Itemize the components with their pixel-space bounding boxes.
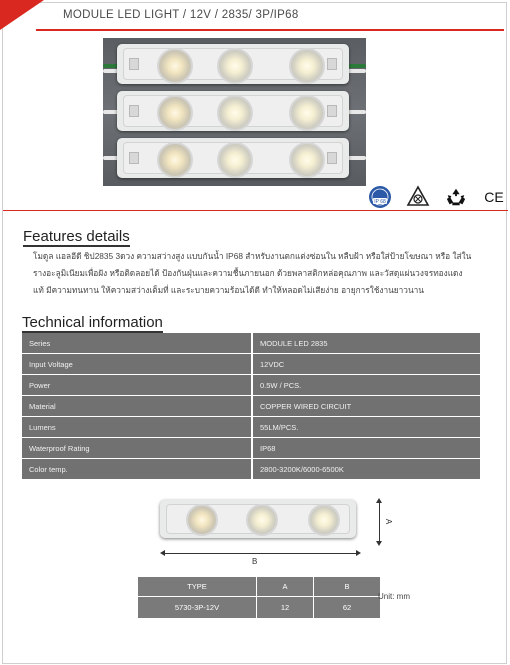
unit-note: Unit: mm <box>378 592 410 601</box>
dimension-header-b: B <box>314 577 381 597</box>
certification-icons <box>368 184 506 210</box>
ce-mark-label: CE <box>484 189 504 205</box>
dimension-b-value: 62 <box>314 597 381 619</box>
technical-heading: Technical information <box>22 314 163 331</box>
dimension-header-a: A <box>257 577 314 597</box>
spec-label: Material <box>22 396 252 417</box>
product-photo <box>103 38 366 186</box>
dimension-table <box>137 576 381 619</box>
led-chip <box>217 142 253 178</box>
ip68-badge-icon <box>368 185 392 209</box>
led-module <box>117 91 349 131</box>
spec-row <box>22 375 480 396</box>
ip68-badge-label: IP 68 <box>374 199 386 205</box>
led-chip <box>217 95 253 131</box>
spec-value: COPPER WIRED CIRCUIT <box>252 396 480 417</box>
spec-value: 0.5W / PCS. <box>252 375 480 396</box>
dimension-a-value: 12 <box>257 597 314 619</box>
dimension-type-value: 5730-3P-12V <box>138 597 257 619</box>
led-chip <box>246 504 278 536</box>
features-heading: Features details <box>23 228 130 245</box>
spec-row <box>22 354 480 375</box>
spec-label: Lumens <box>22 417 252 438</box>
led-chip <box>289 142 325 178</box>
led-module <box>117 44 349 84</box>
features-paragraph: โมดูล แอลอีดี ชิป2835 3ดวง ความสว่างสูง แบบกันน้ำ IP68 สำหรับงานตกแต่งซ่อนใน หลืบฝ้า หรือใส่ป้ายโฆษณา หรือ ใส่ใน รางอะลูมิเนียมเพื่อฝัง หรือติดลอยได้ ป้องกันฝุ่นและความชื้นภายนอก ด้วยพลาสติกหล่อคุณภาพ และวัสดุแผ่นวงจรทองแดงแท้ มีความทนทาน ให้ความสว่างเต็มที่ และระบายความร้อนได้ดี ทำให้หลอดไม่เสียง่าย อายุการใช้งานยาวนาน <box>33 251 472 295</box>
led-chip <box>289 95 325 131</box>
header-accent <box>0 0 44 30</box>
led-module <box>160 500 356 538</box>
spec-row <box>22 396 480 417</box>
led-chip <box>217 48 253 84</box>
dimension-arrow-b <box>164 553 357 554</box>
spec-row <box>22 438 480 459</box>
led-module <box>117 138 349 178</box>
ground-symbol-icon <box>406 185 430 209</box>
spec-value: IP68 <box>252 438 480 459</box>
spec-table <box>22 333 480 480</box>
spec-value: MODULE LED 2835 <box>252 333 480 354</box>
spec-label: Series <box>22 333 252 354</box>
ce-mark-icon <box>482 185 506 209</box>
spec-row <box>22 333 480 354</box>
spec-value: 55LM/PCS. <box>252 417 480 438</box>
spec-row <box>22 459 480 480</box>
spec-row <box>22 417 480 438</box>
led-chip <box>289 48 325 84</box>
spec-label: Color temp. <box>22 459 252 480</box>
dimension-arrow-a <box>379 502 380 542</box>
dimension-label-b: B <box>252 557 258 566</box>
led-chip <box>308 504 340 536</box>
recycle-icon <box>444 185 468 209</box>
spec-label: Input Voltage <box>22 354 252 375</box>
header-rule <box>36 29 504 31</box>
spec-label: Waterproof Rating <box>22 438 252 459</box>
led-chip <box>157 95 193 131</box>
dimension-header-type: TYPE <box>138 577 257 597</box>
led-chip <box>157 142 193 178</box>
section-divider <box>3 210 508 211</box>
led-chip <box>186 504 218 536</box>
dimension-module-photo <box>160 500 356 538</box>
led-chip <box>157 48 193 84</box>
spec-value: 2800-3200K/6000-6500K <box>252 459 480 480</box>
page-title: MODULE LED LIGHT / 12V / 2835/ 3P/IP68 <box>63 9 299 21</box>
page-header <box>0 0 504 30</box>
dimension-label-a: A <box>384 518 394 525</box>
spec-value: 12VDC <box>252 354 480 375</box>
spec-label: Power <box>22 375 252 396</box>
